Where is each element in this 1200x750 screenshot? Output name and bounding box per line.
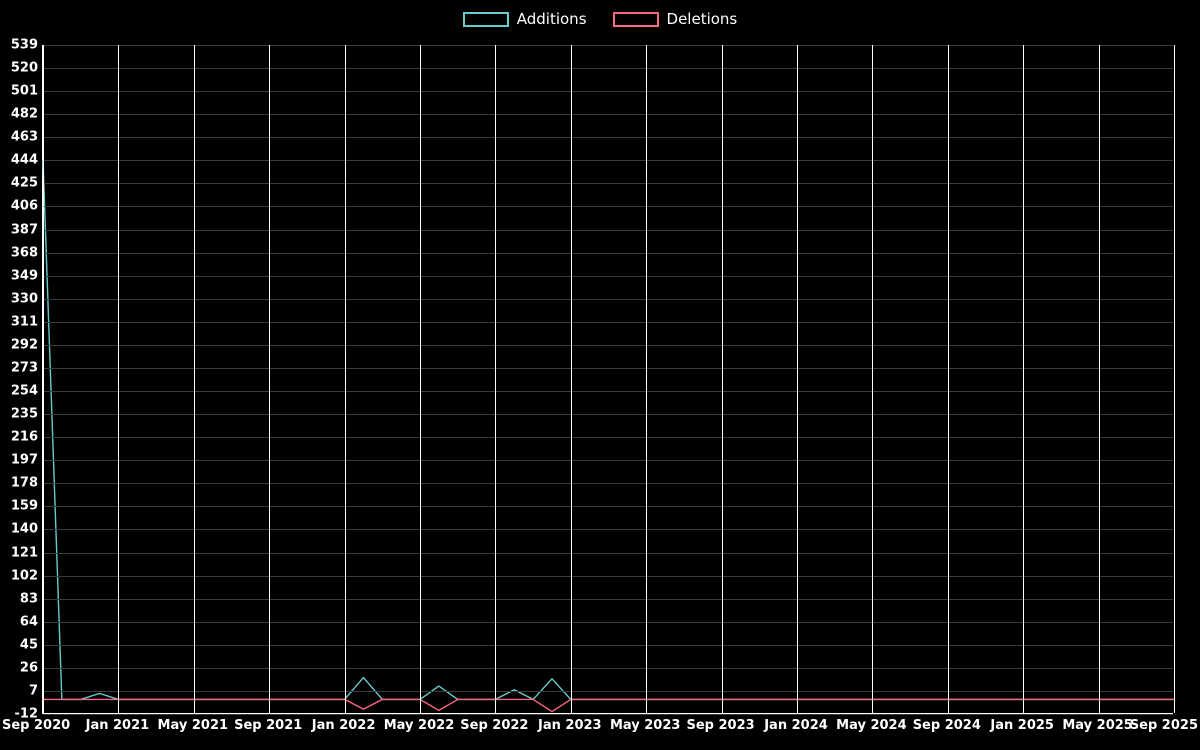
gridline-horizontal xyxy=(43,45,1173,46)
x-axis-tick-label: Jan 2024 xyxy=(764,718,828,733)
gridline-horizontal xyxy=(43,160,1173,161)
y-axis-tick-label: 311 xyxy=(10,314,38,330)
gridline-vertical xyxy=(269,45,270,713)
gridline-horizontal xyxy=(43,230,1173,231)
gridline-horizontal xyxy=(43,506,1173,507)
y-axis-tick-label: 64 xyxy=(19,614,38,630)
series-layer xyxy=(43,45,1174,714)
x-axis-tick-label: Sep 2025 xyxy=(1129,718,1198,733)
gridline-vertical xyxy=(1099,45,1100,713)
gridline-horizontal xyxy=(43,276,1173,277)
y-axis xyxy=(0,37,38,722)
gridline-horizontal xyxy=(43,622,1173,623)
y-axis-tick-label: 406 xyxy=(10,198,38,214)
gridline-horizontal xyxy=(43,299,1173,300)
gridline-horizontal xyxy=(43,483,1173,484)
legend-label-additions: Additions xyxy=(516,9,587,28)
x-axis-tick-label: May 2023 xyxy=(609,718,681,733)
gridline-vertical xyxy=(872,45,873,713)
x-axis-tick-label: May 2024 xyxy=(836,718,907,733)
y-axis-tick-label: 387 xyxy=(10,222,38,238)
gridline-horizontal xyxy=(43,91,1173,92)
y-axis-tick-label: 539 xyxy=(10,37,38,53)
gridline-vertical xyxy=(722,45,723,713)
x-axis-tick-label: Jan 2021 xyxy=(85,718,150,733)
gridline-horizontal xyxy=(43,137,1173,138)
gridline-horizontal xyxy=(43,576,1173,577)
y-axis-tick-label: 140 xyxy=(10,521,38,537)
y-axis-tick-label: 83 xyxy=(19,591,38,607)
y-axis-tick-label: 482 xyxy=(10,106,38,122)
gridline-vertical xyxy=(118,45,119,713)
y-axis-tick-label: 349 xyxy=(10,268,38,284)
y-axis-tick-label: 45 xyxy=(19,637,38,653)
legend-item-deletions[interactable] xyxy=(613,9,738,28)
gridline-horizontal xyxy=(43,529,1173,530)
x-axis-tick-label: Sep 2021 xyxy=(234,718,303,733)
x-axis xyxy=(0,718,1200,742)
gridline-horizontal xyxy=(43,183,1173,184)
x-axis-tick-label: Sep 2022 xyxy=(460,718,529,733)
y-axis-tick-label: 121 xyxy=(10,545,38,561)
gridline-horizontal xyxy=(43,714,1173,715)
line-series-deletions xyxy=(43,699,1174,711)
gridline-horizontal xyxy=(43,253,1173,254)
x-axis-tick-label: Jan 2025 xyxy=(990,718,1054,733)
x-axis-tick-label: Jan 2023 xyxy=(538,718,602,733)
x-axis-tick-label: May 2021 xyxy=(157,718,229,733)
x-axis-tick-label: Sep 2020 xyxy=(2,718,71,733)
gridline-horizontal xyxy=(43,391,1173,392)
gridline-horizontal xyxy=(43,345,1173,346)
y-axis-tick-label: 26 xyxy=(19,660,38,676)
line-series-additions xyxy=(43,160,1174,699)
gridline-vertical xyxy=(571,45,572,713)
gridline-horizontal xyxy=(43,437,1173,438)
gridline-vertical xyxy=(194,45,195,713)
x-axis-tick-label: May 2025 xyxy=(1062,718,1133,733)
y-axis-tick-label: 368 xyxy=(10,245,38,261)
y-axis-tick-label: 292 xyxy=(10,337,38,353)
gridline-vertical xyxy=(43,45,44,713)
gridline-horizontal xyxy=(43,460,1173,461)
gridline-horizontal xyxy=(43,322,1173,323)
y-axis-tick-label: 520 xyxy=(10,60,38,76)
x-axis-tick-label: Jan 2022 xyxy=(311,718,376,733)
y-axis-tick-label: 501 xyxy=(10,83,38,99)
gridline-horizontal xyxy=(43,668,1173,669)
gridline-horizontal xyxy=(43,645,1173,646)
gridline-vertical xyxy=(420,45,421,713)
gridline-vertical xyxy=(948,45,949,713)
legend-label-deletions: Deletions xyxy=(666,9,738,28)
gridline-vertical xyxy=(797,45,798,713)
y-axis-tick-label: -12 xyxy=(14,706,38,722)
gridline-horizontal xyxy=(43,691,1173,692)
gridline-horizontal xyxy=(43,553,1173,554)
y-axis-tick-label: 216 xyxy=(10,429,38,445)
x-axis-tick-label: Sep 2023 xyxy=(686,718,755,733)
legend-swatch-additions xyxy=(463,12,509,27)
gridline-horizontal xyxy=(43,114,1173,115)
plot-area xyxy=(42,45,1173,714)
y-axis-tick-label: 197 xyxy=(10,452,38,468)
legend-item-additions[interactable] xyxy=(463,9,587,28)
x-axis-tick-label: May 2022 xyxy=(383,718,455,733)
y-axis-tick-label: 7 xyxy=(28,683,38,699)
gridline-horizontal xyxy=(43,414,1173,415)
x-axis-tick-label: Sep 2024 xyxy=(912,718,981,733)
y-axis-tick-label: 273 xyxy=(10,360,38,376)
gridline-horizontal xyxy=(43,68,1173,69)
chart-legend xyxy=(0,6,1200,32)
y-axis-tick-label: 254 xyxy=(10,383,38,399)
y-axis-tick-label: 102 xyxy=(10,568,38,584)
gridline-vertical xyxy=(1174,45,1175,713)
y-axis-tick-label: 178 xyxy=(10,475,38,491)
gridline-vertical xyxy=(646,45,647,713)
legend-swatch-deletions xyxy=(613,12,659,27)
gridline-horizontal xyxy=(43,599,1173,600)
y-axis-tick-label: 444 xyxy=(10,152,38,168)
y-axis-tick-label: 159 xyxy=(10,498,38,514)
gridline-vertical xyxy=(495,45,496,713)
gridline-vertical xyxy=(345,45,346,713)
gridline-vertical xyxy=(1023,45,1024,713)
y-axis-tick-label: 235 xyxy=(10,406,38,422)
gridline-horizontal xyxy=(43,206,1173,207)
gridline-horizontal xyxy=(43,368,1173,369)
y-axis-tick-label: 330 xyxy=(10,291,38,307)
y-axis-tick-label: 425 xyxy=(10,175,38,191)
y-axis-tick-label: 463 xyxy=(10,129,38,145)
